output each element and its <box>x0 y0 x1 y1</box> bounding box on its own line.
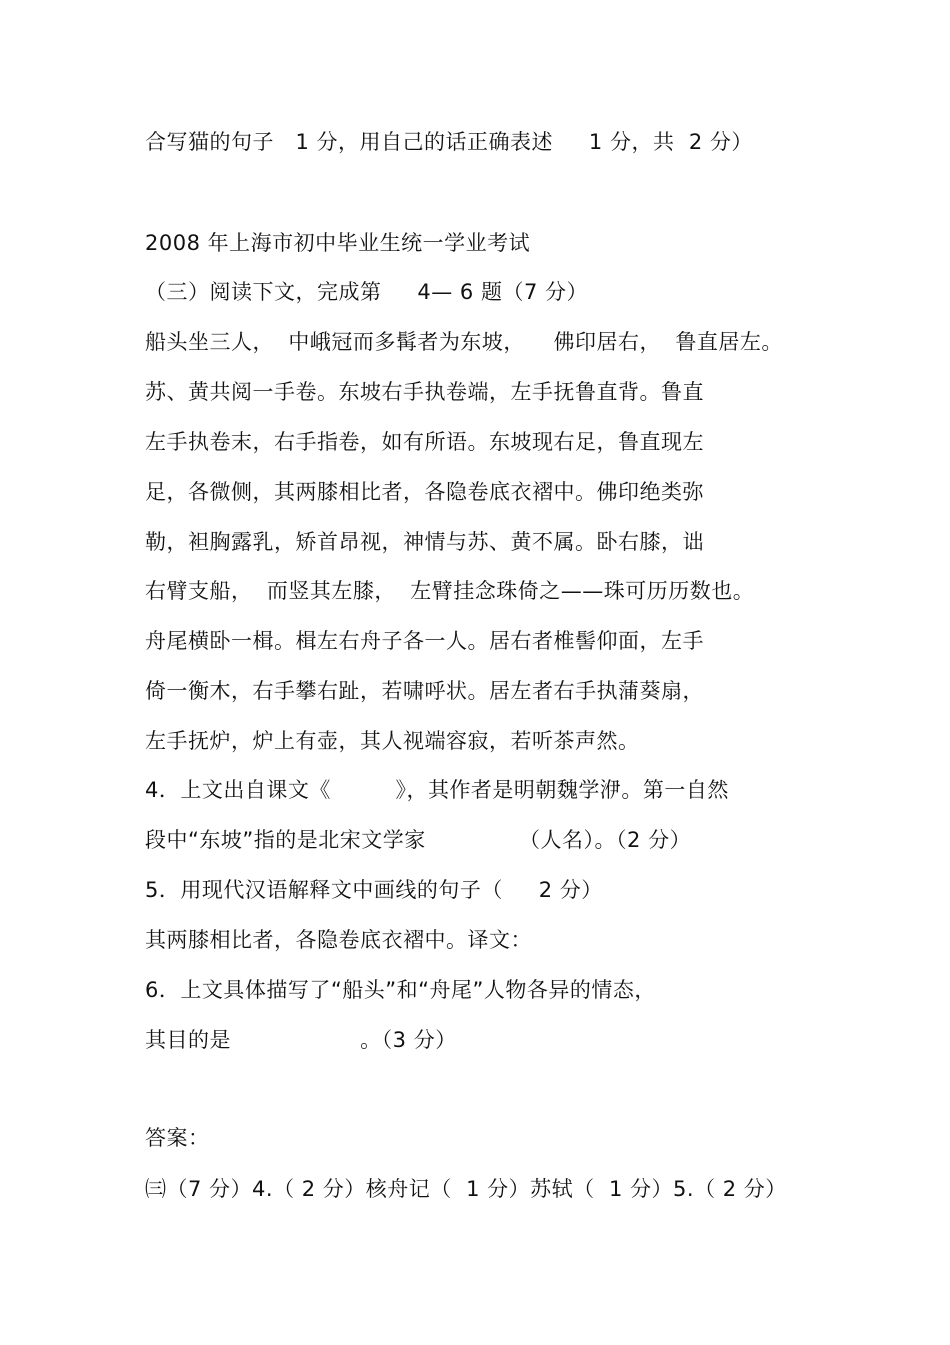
passage-line: 勒，袒胸露乳，矫首昂视，神情与苏、黄不属。卧右膝，诎 <box>145 530 704 554</box>
passage-line: 左手抚炉，炉上有壶，其人视端容寂，若听茶声然。 <box>145 729 640 753</box>
question-4-line-1: 4．上文出自课文《 》，其作者是明朝魏学洢。第一自然 <box>145 778 729 802</box>
question-6-line-2: 其目的是 。（3 分） <box>145 1028 457 1052</box>
question-4-line-2: 段中“东坡”指的是北宋文学家 （人名）。（2 分） <box>145 828 692 852</box>
answer-heading: 答案： <box>145 1126 210 1150</box>
answer-line: ㈢（7 分）4.（ 2 分）核舟记（ 1 分）苏轼（ 1 分）5.（ 2 分） <box>145 1177 787 1201</box>
passage-line: 苏、黄共阅一手卷。东坡右手执卷端，左手抚鲁直背。鲁直 <box>145 380 704 404</box>
passage-line: 右臂支船， 而竖其左膝， 左臂挂念珠倚之——珠可历历数也。 <box>145 579 755 603</box>
passage-line: 舟尾横卧一楫。楫左右舟子各一人。居右者椎髻仰面，左手 <box>145 629 704 653</box>
passage-line: 左手执卷末，右手指卷，如有所语。东坡现右足，鲁直现左 <box>145 430 704 454</box>
passage-line: 船头坐三人， 中峨冠而多髯者为东坡， 佛印居右， 鲁直居左。 <box>145 330 783 354</box>
passage-line: 足，各微侧，其两膝相比者，各隐卷底衣褶中。佛印绝类弥 <box>145 480 704 504</box>
question-5-line-2: 其两膝相比者，各隐卷底衣褶中。译文： <box>145 928 532 952</box>
question-6-line-1: 6．上文具体描写了“船头”和“舟尾”人物各异的情态， <box>145 978 656 1002</box>
section-heading-reading: （三）阅读下文，完成第 4— 6 题（7 分） <box>145 280 588 304</box>
section-heading-exam: 2008 年上海市初中毕业生统一学业考试 <box>145 231 531 255</box>
text-line-scoring-note: 合写猫的句子 1 分，用自己的话正确表述 1 分，共 2 分） <box>145 130 753 154</box>
question-5-line-1: 5．用现代汉语解释文中画线的句子（ 2 分） <box>145 878 603 902</box>
passage-line: 倚一衡木，右手攀右趾，若啸呼状。居左者右手执蒲葵扇， <box>145 679 704 703</box>
